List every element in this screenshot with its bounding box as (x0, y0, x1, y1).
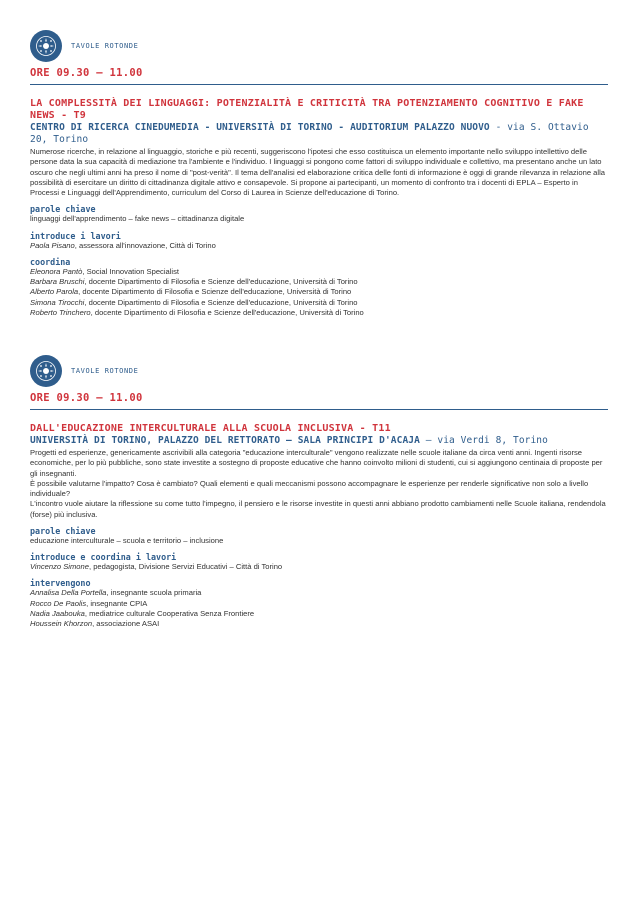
person-entry (30, 241, 608, 251)
person-entry (30, 562, 608, 572)
person-entry (30, 267, 608, 277)
session-venue (30, 122, 608, 146)
session-t11 (30, 353, 608, 629)
person-name: Alberto Parola (30, 287, 79, 297)
coordinator-label: coordina (30, 256, 71, 267)
badge-label: TAVOLE ROTONDE (71, 367, 139, 375)
badge-label: TAVOLE ROTONDE (71, 42, 139, 50)
venue-name: CENTRO DI RICERCA CINEDUMEDIA - UNIVERSITÀ DI TORINO - AUDITORIUM PALAZZO NUOVO (30, 122, 490, 133)
person-entry (30, 287, 608, 297)
person-role: , mediatrice culturale Cooperativa Senza Frontiere (84, 608, 255, 618)
session-t9 (30, 28, 608, 318)
person-name: Rocco De Paolis (30, 598, 87, 608)
person-name: Eleonora Pantò (30, 266, 83, 276)
description-paragraph: L'incontro vuole aiutare la riflessione su come tutto l'impegno, il pensiero e le risorse investite in questi anni abbiano prodotto cambiamenti nelle Scuole italiana, rendendola (forse) più inclusiva. (30, 499, 606, 519)
person-role: , assessora all'innovazione, Città di Torino (74, 240, 216, 250)
person-entry (30, 599, 608, 609)
person-entry (30, 609, 608, 619)
person-name: Annalisa Della Portella (30, 588, 107, 598)
description-paragraph: Numerose ricerche, in relazione al linguaggio, storiche e più recenti, suggeriscono l'ipotesi che esso costituisca un elemento importante nello sviluppo intellettivo delle persone data la sua capacità di mediazione tra l'ambiente e l'individuo. I linguaggi si pongono come fattori di sviluppo individuale e collettivo, ma presentano anche un lato oscuro che negli ultimi anni ha preso il nome di "post-verità". Il tema dell'analisi ed elaborazione critica delle fonti di informazione è oggi di grande rilevanza in relazione alla possibilità di esercitare un diritto di cittadinanza digitale attivo e consapevole. Si propone ai partecipanti, un momento di confronto tra i docenti di EPLA – Esperto in Processi e Linguaggi dell'Apprendimento, curriculum del Corso di Laurea in Scienze dell'educazione di Torino. (30, 147, 606, 198)
person-role: , docente Dipartimento di Filosofia e Scienze dell'educazione, Università di Torino (84, 277, 358, 287)
intro-label: introduce e coordina i lavori (30, 552, 177, 563)
person-role: , insegnante CPIA (86, 598, 148, 608)
session-time: ORE 09.30 – 11.00 (30, 67, 143, 79)
venue-address: via S. Ottavio 20, Torino (30, 122, 589, 145)
person-role: , associazione ASAI (92, 619, 160, 629)
person-name: Simona Tirocchi (30, 297, 85, 307)
description-paragraph: Progetti ed esperienze, genericamente ascrivibili alla categoria "educazione interculturale" vengono realizzate nelle scuole italiane da circa venti anni. Ingenti risorse economiche, per lo più pubbliche, sono state investite a sostegno di proposte educative che hanno coinvolto milioni di studenti, cui si aggiungono centinaia di proposte per gli insegnanti. (30, 448, 603, 478)
venue-address: via Verdi 8, Torino (437, 435, 548, 446)
person-role: , insegnante scuola primaria (106, 588, 202, 598)
divider (30, 84, 608, 85)
keywords-text: educazione interculturale – scuola e territorio – inclusione (30, 536, 224, 546)
person-entry (30, 298, 608, 308)
person-name: Barbara Bruschi (30, 277, 85, 287)
person-role: , docente Dipartimento di Filosofia e Scienze dell'educazione, Università di Torino (78, 287, 352, 297)
session-title: LA COMPLESSITÀ DEI LINGUAGGI: POTENZIALITÀ E CRITICITÀ TRA POTENZIAMENTO COGNITIVO E FAKE NEWS - T9 (30, 98, 584, 121)
keywords-label: parole chiave (30, 204, 96, 215)
person-entry (30, 588, 608, 598)
person-name: Houssein Khorzon (30, 619, 93, 629)
person-name: Roberto Trinchero (30, 307, 91, 317)
emblem-icon (30, 30, 62, 62)
person-role: , pedagogista, Divisione Servizi Educativi – Città di Torino (88, 562, 283, 572)
person-role: , docente Dipartimento di Filosofia e Scienze dell'educazione, Università di Torino (90, 307, 364, 317)
person-name: Paola Pisano (30, 240, 75, 250)
session-header (30, 28, 608, 64)
person-role: , Social Innovation Specialist (82, 266, 180, 276)
emblem-icon (30, 355, 62, 387)
keywords-text: linguaggi dell'apprendimento – fake news – cittadinanza digitale (30, 214, 245, 224)
description-paragraph: È possibile valutarne l'impatto? Cosa è cambiato? Quali elementi e quali meccanismi possono accompagnare le esperienze per renderle significative non solo a livello individuale? (30, 478, 589, 499)
session-venue (30, 435, 608, 447)
person-entry (30, 619, 608, 629)
venue-separator: - (489, 122, 508, 133)
person-entry (30, 308, 608, 318)
session-title: DALL'EDUCAZIONE INTERCULTURALE ALLA SCUOLA INCLUSIVA - T11 (30, 423, 391, 434)
session-time: ORE 09.30 – 11.00 (30, 392, 143, 404)
venue-name: UNIVERSITÀ DI TORINO, PALAZZO DEL RETTORATO – SALA PRINCIPI D'ACAJA (30, 435, 420, 446)
person-role: , docente Dipartimento di Filosofia e Scienze dell'educazione, Università di Torino (84, 297, 358, 307)
session-description (30, 448, 608, 520)
session-header (30, 353, 608, 389)
person-name: Vincenzo Simone (30, 562, 89, 572)
person-entry (30, 277, 608, 287)
intro-label: introduce i lavori (30, 230, 121, 241)
keywords-label: parole chiave (30, 526, 96, 537)
person-name: Nadia Jaabouka (30, 608, 85, 618)
speakers-label: intervengono (30, 578, 91, 589)
venue-separator: – (419, 435, 438, 446)
session-description (30, 147, 608, 198)
divider (30, 409, 608, 410)
